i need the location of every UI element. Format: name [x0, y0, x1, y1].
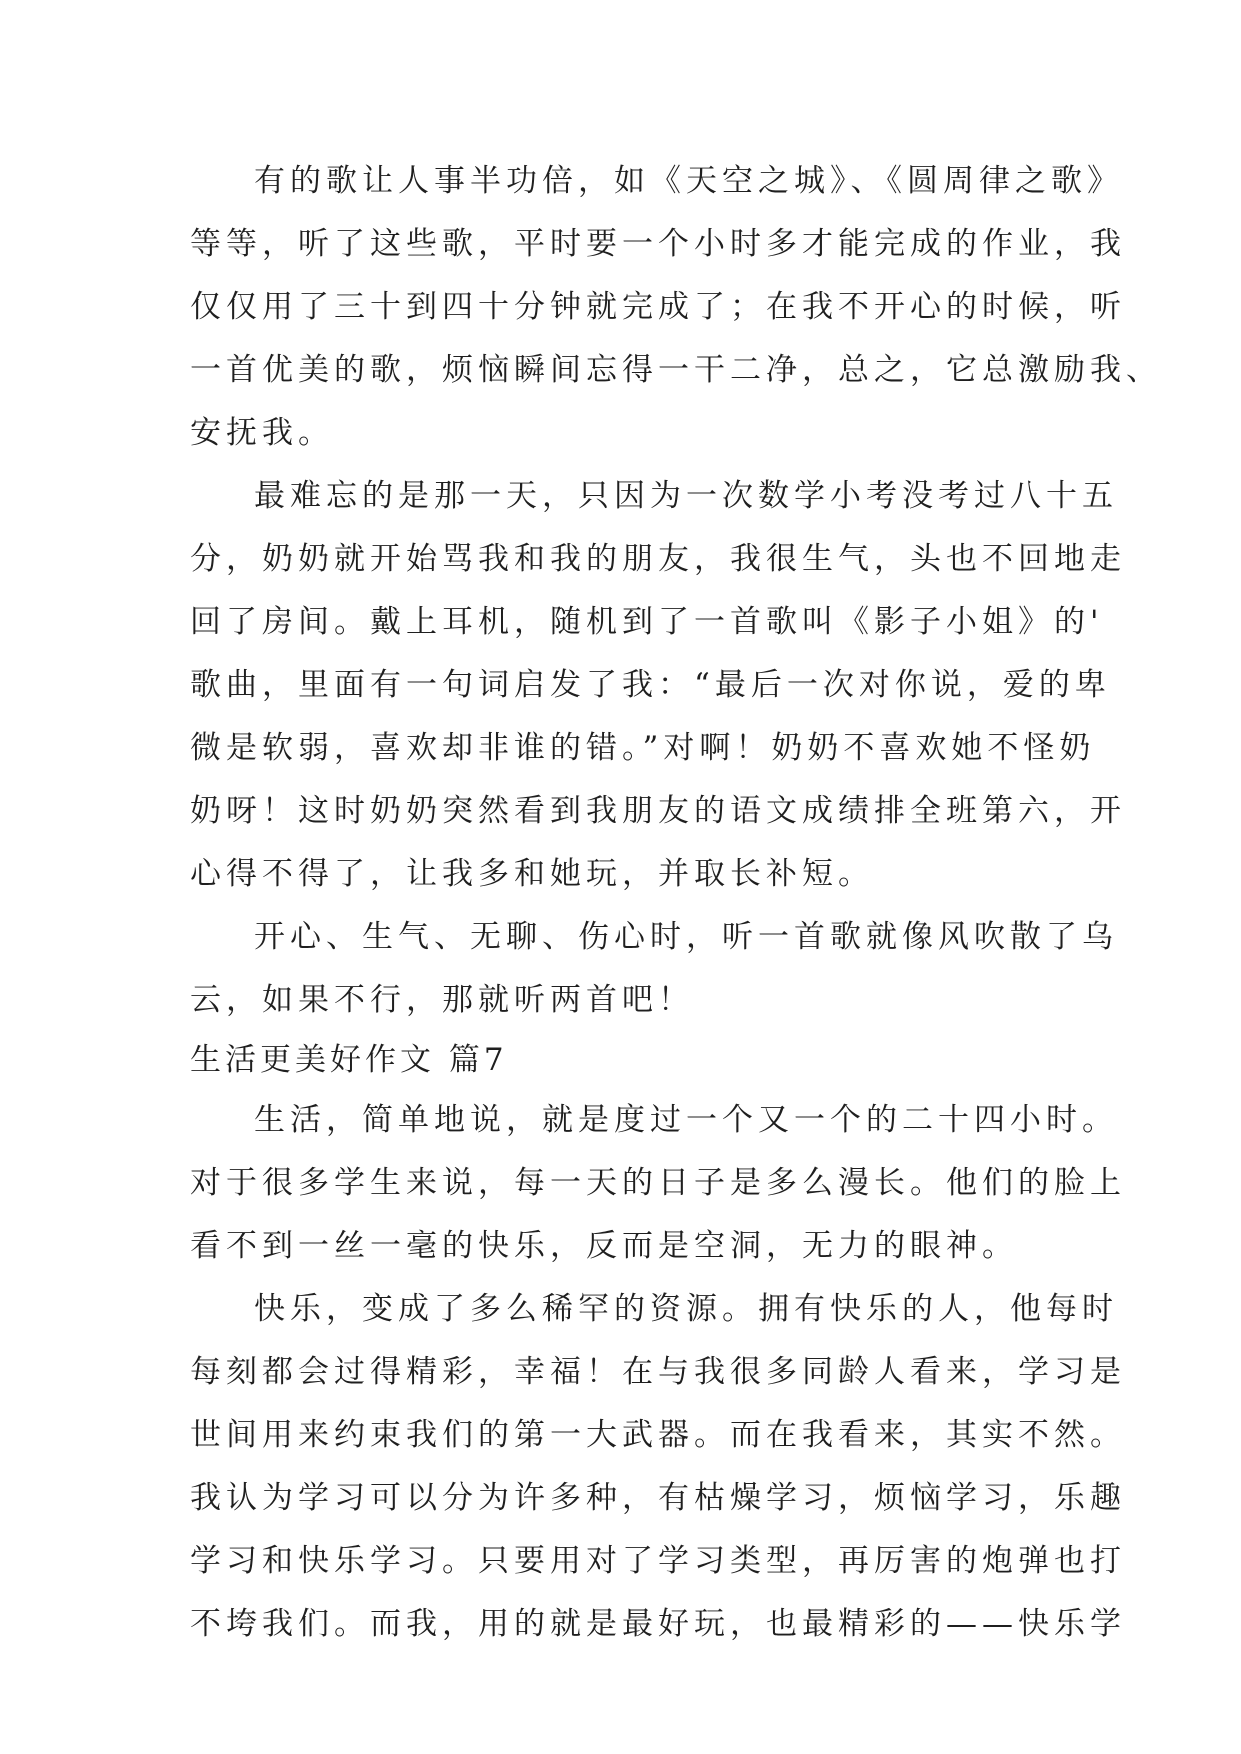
text-line: 回了房间。戴上耳机，随机到了一首歌叫《影子小姐》的' [190, 604, 1104, 640]
text-line: 等等，听了这些歌，平时要一个小时多才能完成的作业，我 [190, 226, 1126, 262]
text-line: 不垮我们。而我，用的就是最好玩，也最精彩的——快乐学 [190, 1606, 1126, 1642]
text-line: 分，奶奶就开始骂我和我的朋友，我很生气，头也不回地走 [190, 541, 1126, 577]
text-line: 世间用来约束我们的第一大武器。而在我看来，其实不然。 [190, 1417, 1126, 1453]
text-line: 仅仅用了三十到四十分钟就完成了；在我不开心的时候，听 [190, 289, 1126, 325]
text-line: 云，如果不行，那就听两首吧！ [190, 982, 694, 1018]
text-line: 有的歌让人事半功倍，如《天空之城》、《圆周律之歌》 [254, 163, 1123, 199]
text-line: 对于很多学生来说，每一天的日子是多么漫长。他们的脸上 [190, 1165, 1126, 1201]
text-line: 一首优美的歌，烦恼瞬间忘得一干二净，总之，它总激励我、 [190, 352, 1162, 388]
text-line: 安抚我。 [190, 415, 334, 451]
section-heading: 生活更美好作文 篇7 [190, 1042, 508, 1078]
text-line: 生活，简单地说，就是度过一个又一个的二十四小时。 [254, 1102, 1118, 1138]
text-line: 学习和快乐学习。只要用对了学习类型，再厉害的炮弹也打 [190, 1543, 1126, 1579]
text-line: 歌曲，里面有一句词启发了我：“最后一次对你说，爱的卑 [190, 667, 1111, 703]
text-line: 心得不得了，让我多和她玩，并取长补短。 [190, 856, 874, 892]
text-line: 奶呀！这时奶奶突然看到我朋友的语文成绩排全班第六，开 [190, 793, 1126, 829]
text-line: 看不到一丝一毫的快乐，反而是空洞，无力的眼神。 [190, 1228, 1018, 1264]
text-line: 开心、生气、无聊、伤心时，听一首歌就像风吹散了乌 [254, 919, 1118, 955]
text-line: 每刻都会过得精彩，幸福！在与我很多同龄人看来，学习是 [190, 1354, 1126, 1390]
text-line: 微是软弱，喜欢却非谁的错。”对啊！奶奶不喜欢她不怪奶 [190, 730, 1096, 766]
text-line: 最难忘的是那一天，只因为一次数学小考没考过八十五 [254, 478, 1118, 514]
text-line: 快乐，变成了多么稀罕的资源。拥有快乐的人，他每时 [254, 1291, 1118, 1327]
text-line: 我认为学习可以分为许多种，有枯燥学习，烦恼学习，乐趣 [190, 1480, 1126, 1516]
essay-body [190, 150, 1162, 1656]
